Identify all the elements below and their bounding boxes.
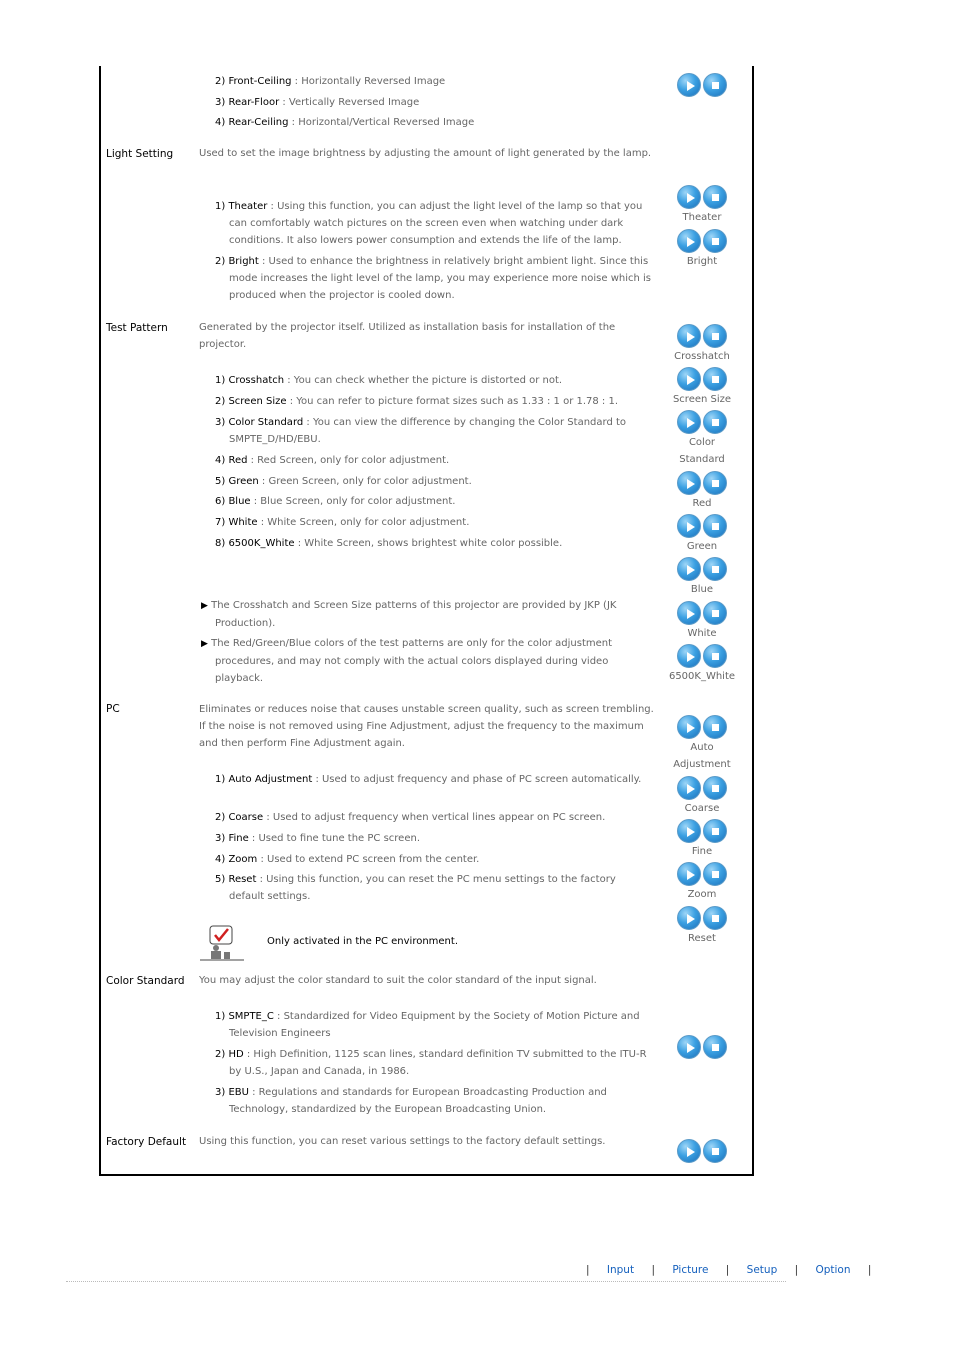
stop-icon[interactable]: [703, 324, 727, 348]
play-icon[interactable]: [677, 862, 701, 886]
factory-default-buttons: [662, 1139, 742, 1163]
list-item: 3) Color Standard : You can view the difference by changing the Color Standard to SMPTE_D/HD/EBU.: [215, 417, 627, 445]
crosshatch-buttons: [662, 324, 742, 365]
blue-buttons: [662, 557, 742, 598]
stop-icon[interactable]: [703, 471, 727, 495]
button-caption: Bright: [686, 256, 718, 267]
stop-icon[interactable]: [703, 776, 727, 800]
stop-icon[interactable]: [703, 819, 727, 843]
nav-separator: |: [586, 1264, 590, 1276]
bright-buttons: [662, 229, 742, 270]
list-item: 3) EBU : Regulations and standards for European Broadcasting Production and Technology, standardized by the European Broadcasting Union.: [215, 1087, 607, 1115]
red-buttons: [662, 471, 742, 512]
section-label-light-setting: Light Setting: [106, 148, 174, 160]
coarse-buttons: [662, 776, 742, 817]
play-icon[interactable]: [677, 324, 701, 348]
list-item: 4) Rear-Ceiling : Horizontal/Vertical Reversed Image: [215, 117, 475, 128]
stop-icon[interactable]: [703, 1139, 727, 1163]
button-caption: Blue: [690, 584, 714, 595]
stop-icon[interactable]: [703, 1035, 727, 1059]
stop-icon[interactable]: [703, 229, 727, 253]
section-label-test-pattern: Test Pattern: [106, 322, 168, 334]
triangle-bullet-icon: ▶: [201, 639, 208, 649]
reset-buttons: [662, 906, 742, 947]
stop-icon[interactable]: [703, 644, 727, 668]
list-item: 1) SMPTE_C : Standardized for Video Equipment by the Society of Motion Picture and Television Engineers: [215, 1011, 640, 1039]
list-item: 7) White : White Screen, only for color adjustment.: [215, 517, 470, 528]
play-icon[interactable]: [677, 906, 701, 930]
nav-separator: |: [725, 1264, 730, 1276]
button-caption: Red: [692, 498, 712, 509]
play-icon[interactable]: [677, 73, 701, 97]
list-item: 8) 6500K_White : White Screen, shows brightest white color possible.: [215, 538, 563, 549]
section-label-color-standard: Color Standard: [106, 975, 185, 987]
nav-separator: |: [867, 1264, 872, 1276]
play-icon[interactable]: [677, 776, 701, 800]
section-description: Generated by the projector itself. Utilized as installation basis for installation of the projector.: [199, 322, 616, 350]
stop-icon[interactable]: [703, 185, 727, 209]
section-description: You may adjust the color standard to suit the color standard of the input signal.: [199, 975, 597, 986]
triangle-bullet-icon: ▶: [201, 601, 208, 611]
stop-icon[interactable]: [703, 410, 727, 434]
list-item: 3) Rear-Floor : Vertically Reversed Image: [215, 97, 420, 108]
list-item: 2) Coarse : Used to adjust frequency when vertical lines appear on PC screen.: [215, 812, 606, 823]
section-description: Eliminates or reduces noise that causes unstable screen quality, such as screen trembling. If the noise is not removed using Fine Adjustment, adjust the frequency to the maximum and then perform Fine Adjustment again.: [199, 704, 654, 749]
stop-icon[interactable]: [703, 715, 727, 739]
button-caption: Coarse: [684, 803, 720, 814]
nav-link-option[interactable]: Option: [815, 1264, 851, 1276]
stop-icon[interactable]: [703, 367, 727, 391]
list-item: 3) Fine : Used to fine tune the PC screen.: [215, 833, 420, 844]
list-item: 1) Theater : Using this function, you can adjust the light level of the lamp so that you can comfortably watch pictures on the screen even when watching under dark conditions. It also lowers power consumption and extends the life of the lamp.: [215, 201, 643, 246]
button-caption: Screen Size: [672, 394, 732, 405]
stop-icon[interactable]: [703, 514, 727, 538]
list-item: 4) Zoom : Used to extend PC screen from the center.: [215, 854, 480, 865]
stop-icon[interactable]: [703, 601, 727, 625]
play-icon[interactable]: [677, 715, 701, 739]
button-caption: Crosshatch: [674, 351, 730, 362]
button-caption: Reset: [688, 933, 716, 944]
list-item: 5) Green : Green Screen, only for color adjustment.: [215, 476, 472, 487]
play-stop-buttons: [662, 73, 742, 97]
section-label-factory-default: Factory Default: [106, 1136, 187, 1148]
theater-buttons: [662, 185, 742, 226]
color-standard-play-buttons: [662, 1035, 742, 1059]
button-caption: Color Standard: [679, 437, 725, 465]
button-caption: Auto Adjustment: [673, 742, 731, 770]
stop-icon[interactable]: [703, 862, 727, 886]
stop-icon[interactable]: [703, 73, 727, 97]
nav-link-picture[interactable]: Picture: [672, 1264, 709, 1276]
list-item: 4) Red : Red Screen, only for color adjustment.: [215, 455, 450, 466]
play-icon[interactable]: [677, 601, 701, 625]
nav-separator: |: [651, 1264, 655, 1276]
nav-link-input[interactable]: Input: [606, 1264, 635, 1276]
list-item: 2) Front-Ceiling : Horizontally Reversed Image: [215, 76, 446, 87]
button-caption: Zoom: [687, 889, 717, 900]
section-description: Using this function, you can reset various settings to the factory default settings.: [199, 1136, 606, 1147]
list-item: 1) Auto Adjustment : Used to adjust frequency and phase of PC screen automatically.: [215, 774, 642, 785]
green-buttons: [662, 514, 742, 555]
note-item: ▶ The Red/Green/Blue colors of the test patterns are only for the color adjustment procedures, and may not comply with the actual colors displayed during video playback.: [201, 638, 613, 684]
stop-icon[interactable]: [703, 906, 727, 930]
play-icon[interactable]: [677, 1139, 701, 1163]
fine-buttons: [662, 819, 742, 860]
nav-link-setup[interactable]: Setup: [746, 1264, 778, 1276]
button-caption: Green: [686, 541, 718, 552]
play-icon[interactable]: [677, 471, 701, 495]
screen-size-buttons: [662, 367, 742, 408]
bottom-nav: [586, 1264, 871, 1276]
white-buttons: [662, 601, 742, 642]
play-icon[interactable]: [677, 819, 701, 843]
button-caption: Theater: [682, 212, 722, 223]
nav-separator: |: [794, 1264, 799, 1276]
section-label-pc: PC: [106, 703, 120, 715]
list-item: 2) Screen Size : You can refer to picture format sizes such as 1.33 : 1 or 1.78 : 1.: [215, 396, 619, 407]
play-icon[interactable]: [677, 514, 701, 538]
auto-adjustment-buttons: [662, 715, 742, 773]
button-caption: Fine: [691, 846, 713, 857]
pc-environment-note: Only activated in the PC environment.: [267, 936, 458, 947]
play-icon[interactable]: [677, 557, 701, 581]
list-item: 6) Blue : Blue Screen, only for color adjustment.: [215, 496, 456, 507]
section-description: Used to set the image brightness by adjusting the amount of light generated by the lamp.: [199, 148, 652, 159]
note-item: ▶ The Crosshatch and Screen Size patterns of this projector are provided by JKP (JK Production).: [201, 600, 617, 629]
button-caption: White: [687, 628, 717, 639]
6500k-white-buttons: [662, 644, 742, 685]
button-caption: 6500K_White: [668, 671, 736, 682]
play-icon[interactable]: [677, 1035, 701, 1059]
play-icon[interactable]: [677, 367, 701, 391]
checkmark-note-icon: [200, 925, 244, 961]
play-icon[interactable]: [677, 644, 701, 668]
list-item: 5) Reset : Using this function, you can reset the PC menu settings to the factory default settings.: [215, 874, 616, 902]
footer-divider: [66, 1281, 786, 1282]
play-icon[interactable]: [677, 185, 701, 209]
zoom-buttons: [662, 862, 742, 903]
play-icon[interactable]: [677, 229, 701, 253]
list-item: 2) HD : High Definition, 1125 scan lines, standard definition TV submitted to the ITU-R by U.S., Japan and Canada, in 1986.: [215, 1049, 647, 1077]
list-item: 1) Crosshatch : You can check whether the picture is distorted or not.: [215, 375, 563, 386]
play-icon[interactable]: [677, 410, 701, 434]
color-standard-buttons: [662, 410, 742, 468]
list-item: 2) Bright : Used to enhance the brightness in relatively bright ambient light. Since this mode increases the light level of the lamp, you may experience more noise which is produced when the projector is cooled down.: [215, 256, 652, 301]
stop-icon[interactable]: [703, 557, 727, 581]
